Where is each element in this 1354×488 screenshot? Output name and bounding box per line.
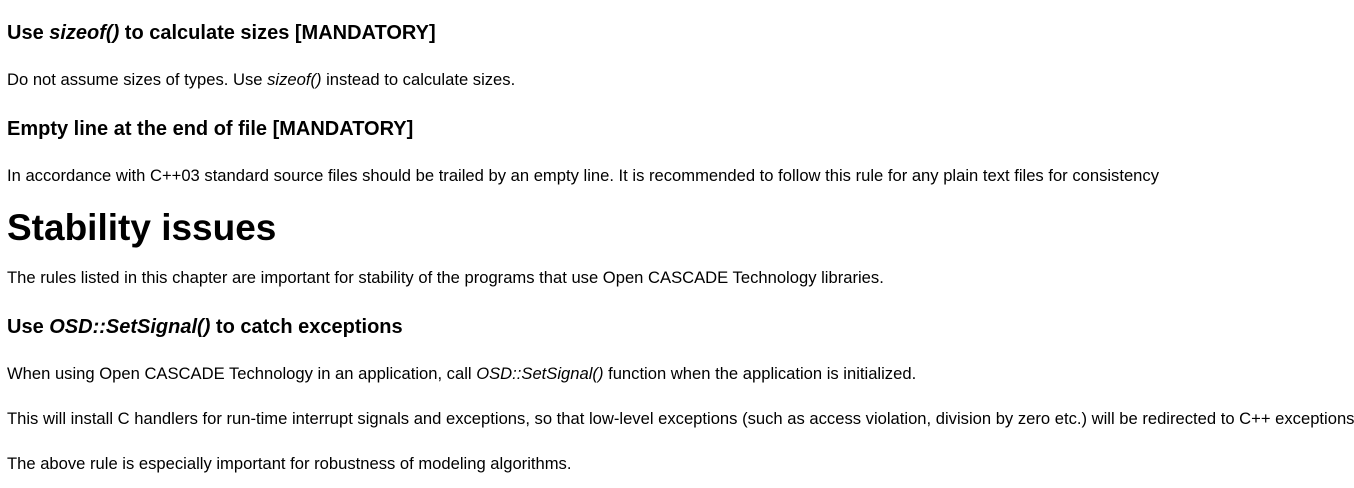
chapter-title: Stability issues: [7, 207, 277, 248]
paragraph-set-signal-pre: When using Open CASCADE Technology in an application, call: [7, 364, 477, 383]
paragraph-sizeof: [7, 70, 515, 90]
heading-set-signal-pre: Use: [7, 316, 50, 338]
heading-sizeof-code: sizeof(): [49, 22, 120, 44]
heading-sizeof: [7, 21, 436, 45]
heading-set-signal: [7, 315, 403, 339]
paragraph-set-signal-code: OSD::SetSignal(): [476, 364, 604, 383]
paragraph-c-handlers: This will install C handlers for run-time interrupt signals and exceptions, so that low-level exceptions (such as access violation, division by zero etc.) will be redirected to C++ exceptions: [7, 409, 1354, 428]
paragraph-sizeof-code: sizeof(): [267, 70, 322, 89]
paragraph-set-signal-call: [7, 364, 916, 384]
heading-set-signal-post: to catch exceptions: [210, 316, 403, 338]
paragraph-robustness: The above rule is especially important for robustness of modeling algorithms.: [7, 454, 572, 473]
paragraph-empty-line: In accordance with C++03 standard source files should be trailed by an empty line. It is recommended to follow this rule for any plain text files for consistency: [7, 166, 1160, 185]
heading-sizeof-pre: Use: [7, 22, 50, 44]
paragraph-sizeof-post: instead to calculate sizes.: [321, 70, 516, 89]
heading-set-signal-code: OSD::SetSignal(): [49, 316, 211, 338]
heading-sizeof-post: to calculate sizes [MANDATORY]: [119, 22, 436, 44]
heading-empty-line: Empty line at the end of file [MANDATORY]: [7, 118, 414, 140]
paragraph-sizeof-pre: Do not assume sizes of types. Use: [7, 70, 268, 89]
paragraph-set-signal-post: function when the application is initialized.: [603, 364, 917, 383]
chapter-intro: The rules listed in this chapter are important for stability of the programs that use Open CASCADE Technology libraries.: [7, 268, 884, 287]
